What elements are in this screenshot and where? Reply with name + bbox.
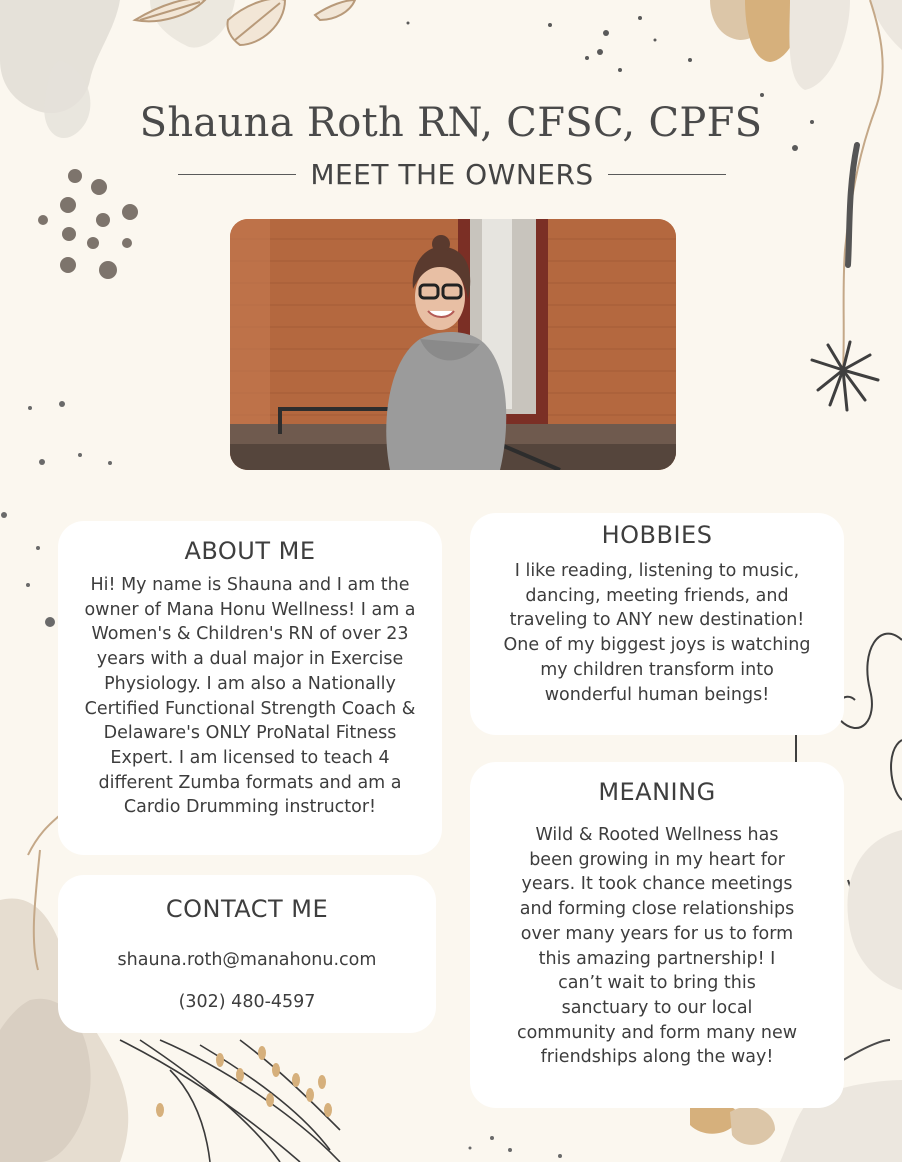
dandelion-head: [812, 342, 878, 410]
bottom-speckle-dots: [469, 1136, 563, 1158]
contact-phone: (302) 480-4597: [178, 992, 316, 1012]
hobbies-card: [470, 513, 844, 735]
contact-me-heading: CONTACT ME: [165, 895, 329, 923]
owner-photo: [230, 219, 676, 470]
contact-email: shauna.roth@manahonu.com: [117, 950, 377, 970]
meaning-text: Wild & Rooted Wellness has been growing in my heart for years. It took chance meetings and forming close relationships over many years for us to form this amazing partnership! I can’t wait to bring this sanctuary to our local community and form many new friendships along the way!: [516, 825, 798, 1068]
about-me-card: [58, 521, 442, 855]
about-me-text: Hi! My name is Shauna and I am the owner of Mana Honu Wellness! I am a Women's & Children's RN of over 23 years with a dual major in Exercise Physiology. I am also a Nationally Certified Functional Strength Coach & Delaware's ONLY ProNatal Fitness Expert. I am licensed to teach 4 different Zumba formats and am a Cardio Drumming instructor!: [84, 575, 416, 818]
subtitle-row: [178, 156, 726, 192]
subtitle-divider-right: [608, 174, 726, 175]
owner-photo-illustration: [230, 219, 676, 470]
contact-me-card: [58, 875, 436, 1033]
meaning-card: [470, 762, 844, 1108]
page-title: Shauna Roth RN, CFSC, CPFS: [139, 100, 763, 146]
right-blob-decoration: [847, 830, 902, 990]
hobbies-text: I like reading, listening to music, dancing, meeting friends, and traveling to ANY new destination! One of my biggest joys is watching my children transform into wonderful human beings!: [503, 561, 811, 705]
bottom-seed-dots: [156, 1046, 332, 1117]
left-dot-cluster: [38, 169, 138, 279]
meaning-heading: MEANING: [598, 778, 716, 806]
hobbies-heading: HOBBIES: [601, 521, 713, 549]
about-me-heading: ABOUT ME: [184, 537, 316, 565]
dandelion-stem-decoration: [843, 0, 883, 370]
bottom-grass-fronds: [120, 1040, 340, 1162]
page-subtitle: MEET THE OWNERS: [310, 157, 594, 191]
subtitle-divider-left: [178, 174, 296, 175]
